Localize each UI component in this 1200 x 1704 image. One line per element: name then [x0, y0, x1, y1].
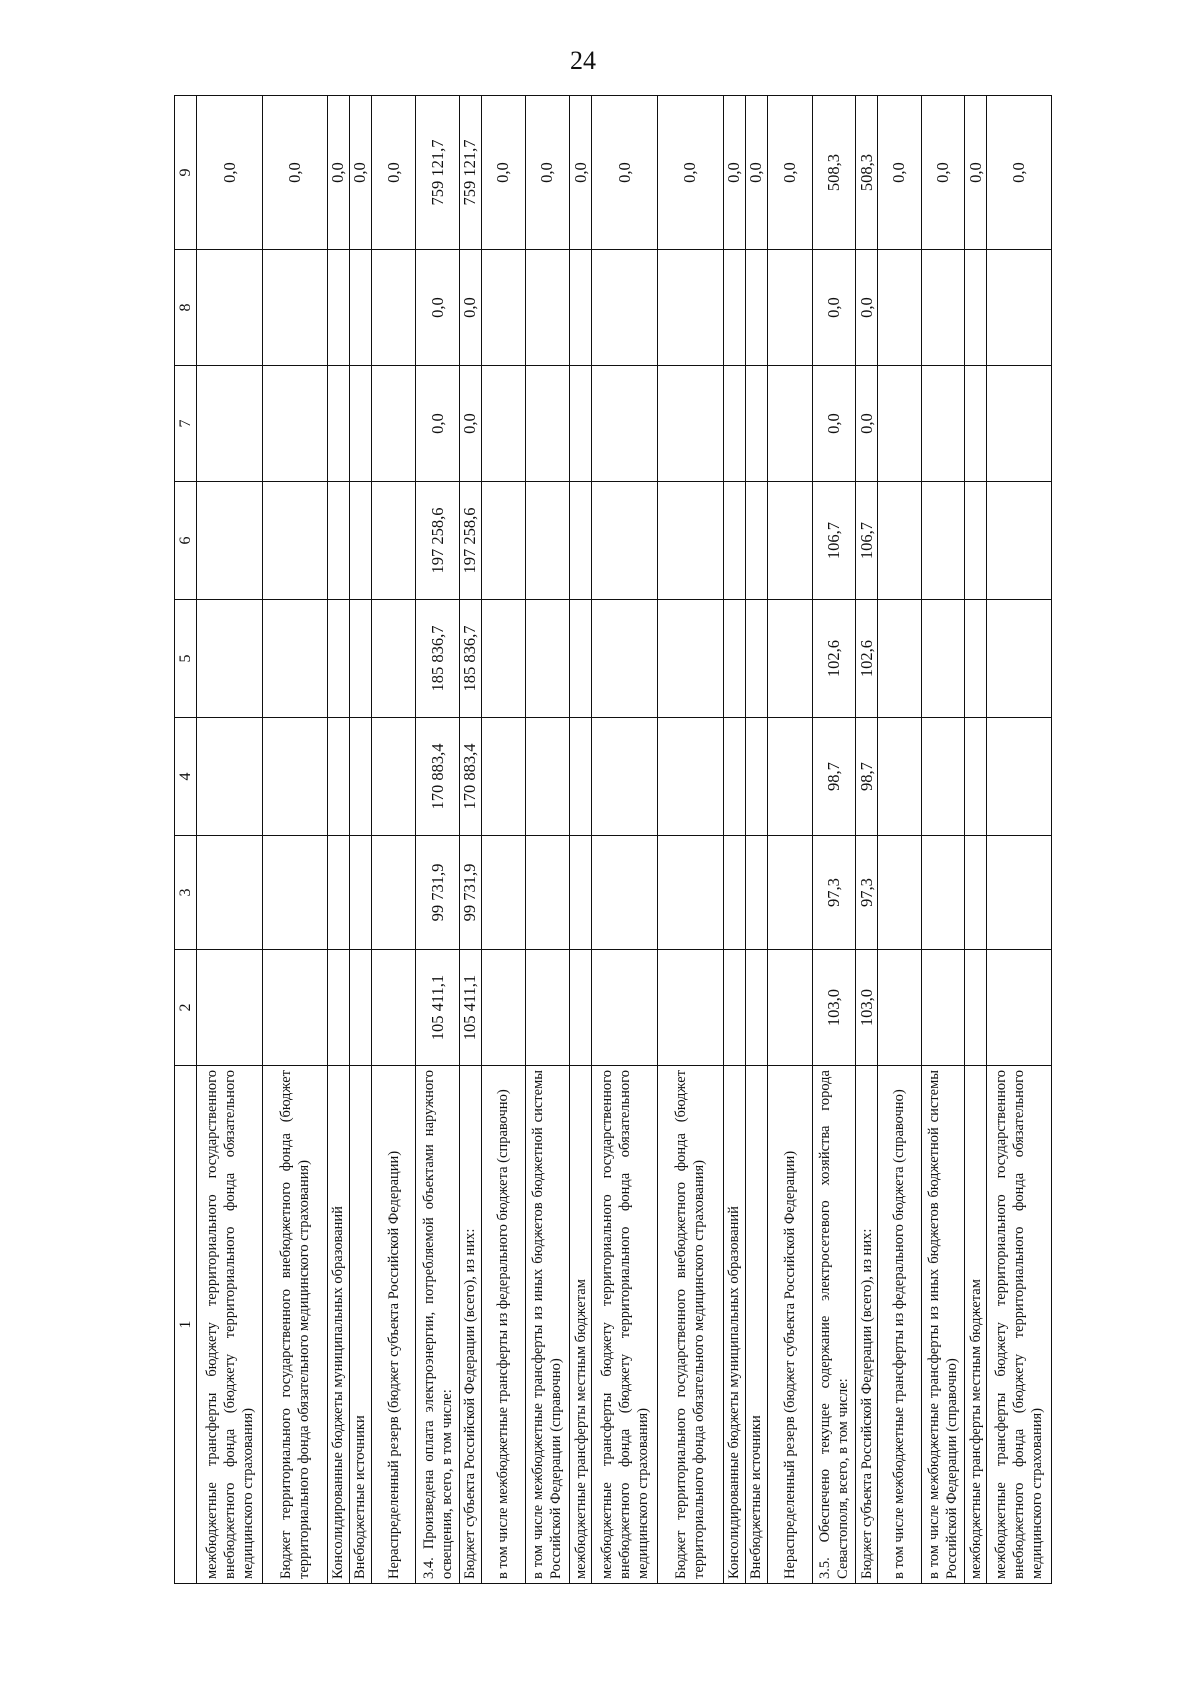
value-cell [878, 950, 921, 1066]
value-cell: 0,0 [482, 96, 525, 250]
value-cell: 0,0 [657, 96, 723, 250]
value-cell [592, 718, 658, 836]
value-cell [349, 482, 371, 600]
value-cell: 105 411,1 [459, 950, 481, 1066]
value-cell [745, 250, 767, 366]
column-header: 1 [175, 1066, 197, 1584]
row-label: Бюджет субъекта Российской Федерации (всего), из них: [459, 1066, 481, 1584]
value-cell: 0,0 [262, 96, 327, 250]
value-cell [371, 482, 415, 600]
row-label: межбюджетные трансферты бюджету территориального государственного внебюджетного фонда (бюджету территориального фонда обязательного медицинского страхования) [592, 1066, 658, 1584]
value-cell: 0,0 [371, 96, 415, 250]
value-cell [965, 836, 987, 950]
value-cell: 0,0 [459, 366, 481, 482]
value-cell [262, 482, 327, 600]
value-cell: 0,0 [921, 96, 964, 250]
value-cell [878, 718, 921, 836]
value-cell [482, 482, 525, 600]
value-cell: 759 121,7 [416, 96, 459, 250]
row-label: Нераспределенный резерв (бюджет субъекта Российской Федерации) [768, 1066, 812, 1584]
budget-table-container [174, 96, 1052, 1584]
row-label: 3.5. Обеспечено текущее содержание электросетевого хозяйства города Севастополя, всего, в том числе: [812, 1066, 855, 1584]
header-row [175, 96, 197, 1584]
value-cell [657, 950, 723, 1066]
value-cell [262, 366, 327, 482]
value-cell [723, 836, 745, 950]
value-cell: 99 731,9 [459, 836, 481, 950]
row-label: Внебюджетные источники [745, 1066, 767, 1584]
value-cell [965, 250, 987, 366]
value-cell: 97,3 [855, 836, 877, 950]
value-cell [197, 482, 263, 600]
value-cell [482, 836, 525, 950]
row-label: Бюджет территориального государственного внебюджетного фонда (бюджет территориального фонда обязательного медицинского страхования) [657, 1066, 723, 1584]
value-cell [592, 366, 658, 482]
value-cell [745, 836, 767, 950]
column-header: 5 [175, 600, 197, 718]
table-row [723, 96, 745, 1584]
value-cell [723, 482, 745, 600]
table-row [570, 96, 592, 1584]
row-label: 3.4. Произведена оплата электроэнергии, потребляемой объектами наружного освещения, всего, в том числе: [416, 1066, 459, 1584]
value-cell: 0,0 [327, 96, 349, 250]
value-cell [657, 366, 723, 482]
table-row [987, 96, 1052, 1584]
value-cell [327, 836, 349, 950]
value-cell [921, 250, 964, 366]
value-cell: 0,0 [768, 96, 812, 250]
value-cell [349, 718, 371, 836]
value-cell: 106,7 [812, 482, 855, 600]
value-cell [262, 600, 327, 718]
value-cell [657, 836, 723, 950]
value-cell [349, 250, 371, 366]
table-row [371, 96, 415, 1584]
value-cell [327, 250, 349, 366]
table-row [657, 96, 723, 1584]
value-cell [525, 482, 569, 600]
value-cell [371, 718, 415, 836]
row-label: Консолидированные бюджеты муниципальных образований [327, 1066, 349, 1584]
value-cell [657, 482, 723, 600]
value-cell: 0,0 [525, 96, 569, 250]
value-cell [987, 950, 1052, 1066]
value-cell: 0,0 [812, 250, 855, 366]
value-cell: 0,0 [745, 96, 767, 250]
value-cell [570, 482, 592, 600]
table-row [812, 96, 855, 1584]
value-cell [371, 250, 415, 366]
value-cell [965, 950, 987, 1066]
table-row [416, 96, 459, 1584]
value-cell [371, 836, 415, 950]
value-cell [657, 718, 723, 836]
row-label: в том числе межбюджетные трансферты из иных бюджетов бюджетной системы Российской Федерации (справочно) [921, 1066, 964, 1584]
value-cell [482, 718, 525, 836]
value-cell [768, 366, 812, 482]
value-cell [570, 718, 592, 836]
column-header: 4 [175, 718, 197, 836]
table-row [482, 96, 525, 1584]
value-cell [921, 836, 964, 950]
value-cell [921, 950, 964, 1066]
value-cell: 508,3 [812, 96, 855, 250]
row-label: в том числе межбюджетные трансферты из федерального бюджета (справочно) [482, 1066, 525, 1584]
value-cell [965, 600, 987, 718]
value-cell [570, 250, 592, 366]
value-cell [965, 718, 987, 836]
value-cell: 0,0 [812, 366, 855, 482]
row-label: межбюджетные трансферты местным бюджетам [965, 1066, 987, 1584]
value-cell [878, 600, 921, 718]
value-cell [723, 366, 745, 482]
value-cell: 0,0 [592, 96, 658, 250]
value-cell [371, 366, 415, 482]
value-cell [570, 836, 592, 950]
table-row [327, 96, 349, 1584]
value-cell [482, 366, 525, 482]
value-cell [723, 600, 745, 718]
value-cell [570, 600, 592, 718]
value-cell [768, 482, 812, 600]
value-cell [197, 950, 263, 1066]
value-cell [262, 950, 327, 1066]
value-cell [592, 482, 658, 600]
value-cell [197, 718, 263, 836]
value-cell [327, 600, 349, 718]
table-row [965, 96, 987, 1584]
value-cell [525, 600, 569, 718]
value-cell [745, 600, 767, 718]
value-cell [482, 600, 525, 718]
value-cell [349, 366, 371, 482]
value-cell: 0,0 [723, 96, 745, 250]
value-cell [525, 718, 569, 836]
table-row [745, 96, 767, 1584]
row-label: в том числе межбюджетные трансферты из иных бюджетов бюджетной системы Российской Федерации (справочно) [525, 1066, 569, 1584]
value-cell [262, 836, 327, 950]
value-cell [327, 366, 349, 482]
column-header: 7 [175, 366, 197, 482]
column-header: 8 [175, 250, 197, 366]
value-cell: 103,0 [855, 950, 877, 1066]
table-row [525, 96, 569, 1584]
value-cell [525, 950, 569, 1066]
row-label: Консолидированные бюджеты муниципальных образований [723, 1066, 745, 1584]
value-cell: 0,0 [965, 96, 987, 250]
table-row [855, 96, 877, 1584]
value-cell: 0,0 [855, 366, 877, 482]
value-cell [371, 950, 415, 1066]
value-cell: 197 258,6 [416, 482, 459, 600]
row-label: межбюджетные трансферты местным бюджетам [570, 1066, 592, 1584]
value-cell: 98,7 [812, 718, 855, 836]
column-header: 3 [175, 836, 197, 950]
value-cell [525, 836, 569, 950]
value-cell [327, 718, 349, 836]
column-header: 6 [175, 482, 197, 600]
table-row [459, 96, 481, 1584]
value-cell: 508,3 [855, 96, 877, 250]
value-cell: 102,6 [812, 600, 855, 718]
row-label: в том числе межбюджетные трансферты из федерального бюджета (справочно) [878, 1066, 921, 1584]
value-cell [965, 366, 987, 482]
value-cell [592, 950, 658, 1066]
value-cell [987, 250, 1052, 366]
table-row [349, 96, 371, 1584]
value-cell: 0,0 [987, 96, 1052, 250]
value-cell [371, 600, 415, 718]
value-cell [482, 250, 525, 366]
value-cell [745, 950, 767, 1066]
value-cell [349, 950, 371, 1066]
value-cell [745, 718, 767, 836]
value-cell [657, 600, 723, 718]
row-label: Бюджет территориального государственного внебюджетного фонда (бюджет территориального фонда обязательного медицинского страхования) [262, 1066, 327, 1584]
value-cell [768, 950, 812, 1066]
value-cell [482, 950, 525, 1066]
value-cell [262, 718, 327, 836]
value-cell: 106,7 [855, 482, 877, 600]
value-cell [197, 250, 263, 366]
value-cell: 0,0 [878, 96, 921, 250]
value-cell: 0,0 [416, 366, 459, 482]
value-cell [723, 250, 745, 366]
value-cell [987, 482, 1052, 600]
table-row [921, 96, 964, 1584]
value-cell [592, 250, 658, 366]
table-row [197, 96, 263, 1584]
value-cell [768, 718, 812, 836]
value-cell: 102,6 [855, 600, 877, 718]
value-cell: 170 883,4 [459, 718, 481, 836]
value-cell [570, 366, 592, 482]
value-cell [965, 482, 987, 600]
value-cell [262, 250, 327, 366]
value-cell: 105 411,1 [416, 950, 459, 1066]
value-cell [987, 366, 1052, 482]
value-cell: 97,3 [812, 836, 855, 950]
column-header: 2 [175, 950, 197, 1066]
value-cell: 185 836,7 [459, 600, 481, 718]
table-row [768, 96, 812, 1584]
value-cell [657, 250, 723, 366]
value-cell [525, 366, 569, 482]
value-cell: 0,0 [570, 96, 592, 250]
value-cell [768, 836, 812, 950]
row-label: Нераспределенный резерв (бюджет субъекта Российской Федерации) [371, 1066, 415, 1584]
value-cell [349, 836, 371, 950]
value-cell [197, 600, 263, 718]
value-cell: 98,7 [855, 718, 877, 836]
value-cell [570, 950, 592, 1066]
value-cell [723, 950, 745, 1066]
row-label: межбюджетные трансферты бюджету территориального государственного внебюджетного фонда (бюджету территориального фонда обязательного медицинского страхования) [987, 1066, 1052, 1584]
value-cell [987, 836, 1052, 950]
page-number: 24 [570, 46, 596, 75]
value-cell [878, 366, 921, 482]
value-cell [349, 600, 371, 718]
value-cell [723, 718, 745, 836]
table-row [592, 96, 658, 1584]
value-cell: 99 731,9 [416, 836, 459, 950]
value-cell [592, 836, 658, 950]
value-cell: 197 258,6 [459, 482, 481, 600]
value-cell: 0,0 [416, 250, 459, 366]
table-row [878, 96, 921, 1584]
row-label: Внебюджетные источники [349, 1066, 371, 1584]
rotated-table-frame [174, 96, 1052, 1584]
value-cell [592, 600, 658, 718]
budget-table [174, 95, 1052, 1584]
value-cell: 0,0 [349, 96, 371, 250]
value-cell: 103,0 [812, 950, 855, 1066]
value-cell [987, 718, 1052, 836]
column-header: 9 [175, 96, 197, 250]
value-cell [921, 482, 964, 600]
value-cell [768, 600, 812, 718]
value-cell: 0,0 [855, 250, 877, 366]
value-cell [327, 950, 349, 1066]
value-cell [197, 366, 263, 482]
row-label: межбюджетные трансферты бюджету территориального государственного внебюджетного фонда (бюджету территориального фонда обязательного медицинского страхования) [197, 1066, 263, 1584]
value-cell: 0,0 [197, 96, 263, 250]
value-cell: 759 121,7 [459, 96, 481, 250]
value-cell [878, 836, 921, 950]
table-body [175, 96, 1052, 1584]
value-cell [525, 250, 569, 366]
value-cell [921, 366, 964, 482]
value-cell: 170 883,4 [416, 718, 459, 836]
value-cell: 185 836,7 [416, 600, 459, 718]
table-row [262, 96, 327, 1584]
value-cell [987, 600, 1052, 718]
value-cell [745, 366, 767, 482]
value-cell [197, 836, 263, 950]
value-cell [921, 718, 964, 836]
value-cell [878, 250, 921, 366]
row-label: Бюджет субъекта Российской Федерации (всего), из них: [855, 1066, 877, 1584]
value-cell [768, 250, 812, 366]
value-cell [327, 482, 349, 600]
value-cell [878, 482, 921, 600]
value-cell [921, 600, 964, 718]
value-cell: 0,0 [459, 250, 481, 366]
value-cell [745, 482, 767, 600]
